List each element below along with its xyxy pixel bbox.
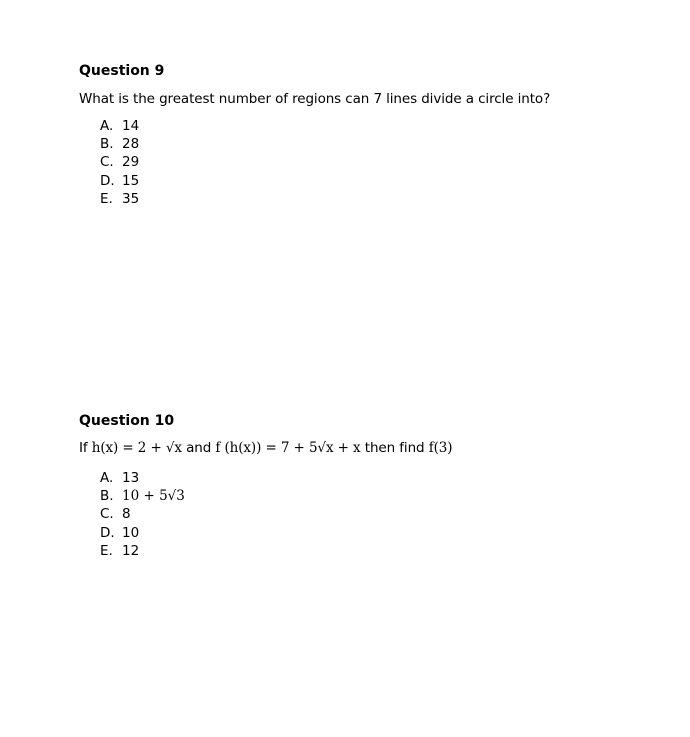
option-value: 10: [122, 524, 140, 541]
option-value: 28: [122, 136, 140, 153]
question-9: [79, 62, 659, 208]
question-9-option-a[interactable]: [100, 117, 659, 135]
option-value: 15: [122, 172, 140, 189]
question-10: [79, 412, 659, 560]
option-letter: B.: [100, 488, 114, 505]
option-value: 8: [122, 506, 131, 523]
option-value: 35: [122, 190, 140, 207]
question-9-title: Question 9: [79, 63, 165, 79]
question-9-options: [100, 117, 659, 208]
question-10-suffix: then find: [364, 440, 425, 456]
option-letter: E.: [100, 542, 113, 559]
question-10-prefix: If: [79, 440, 88, 456]
question-10-option-a[interactable]: [100, 469, 659, 487]
option-value: 12: [122, 542, 140, 559]
option-value: 10 + 5√3: [122, 488, 185, 505]
question-10-mid: and: [186, 440, 212, 456]
option-letter: D.: [100, 172, 115, 189]
option-letter: E.: [100, 190, 113, 207]
option-letter: D.: [100, 524, 115, 541]
question-10-expr-f3: f(3): [428, 440, 453, 456]
option-letter: C.: [100, 506, 114, 523]
question-10-expr-fh: f (h(x)) = 7 + 5√x + x: [215, 440, 361, 456]
option-value: 29: [122, 154, 140, 171]
question-10-option-c[interactable]: [100, 505, 659, 523]
option-value: 13: [122, 470, 140, 486]
question-10-option-d[interactable]: [100, 524, 659, 542]
option-value: 14: [122, 118, 140, 134]
question-9-option-b[interactable]: [100, 135, 659, 153]
question-9-text: What is the greatest number of regions can 7 lines divide a circle into?: [79, 91, 551, 107]
question-10-text: [79, 439, 659, 457]
question-10-options: [100, 469, 659, 560]
question-10-title: Question 10: [79, 413, 175, 429]
option-letter: A.: [100, 118, 114, 134]
question-9-option-d[interactable]: [100, 172, 659, 190]
option-letter: B.: [100, 136, 114, 153]
question-10-expr-h: h(x) = 2 + √x: [91, 440, 182, 456]
question-10-option-b[interactable]: [100, 487, 659, 505]
question-10-option-e[interactable]: [100, 542, 659, 560]
question-9-option-e[interactable]: [100, 190, 659, 208]
question-9-option-c[interactable]: [100, 153, 659, 171]
option-letter: A.: [100, 470, 114, 486]
option-letter: C.: [100, 154, 114, 171]
